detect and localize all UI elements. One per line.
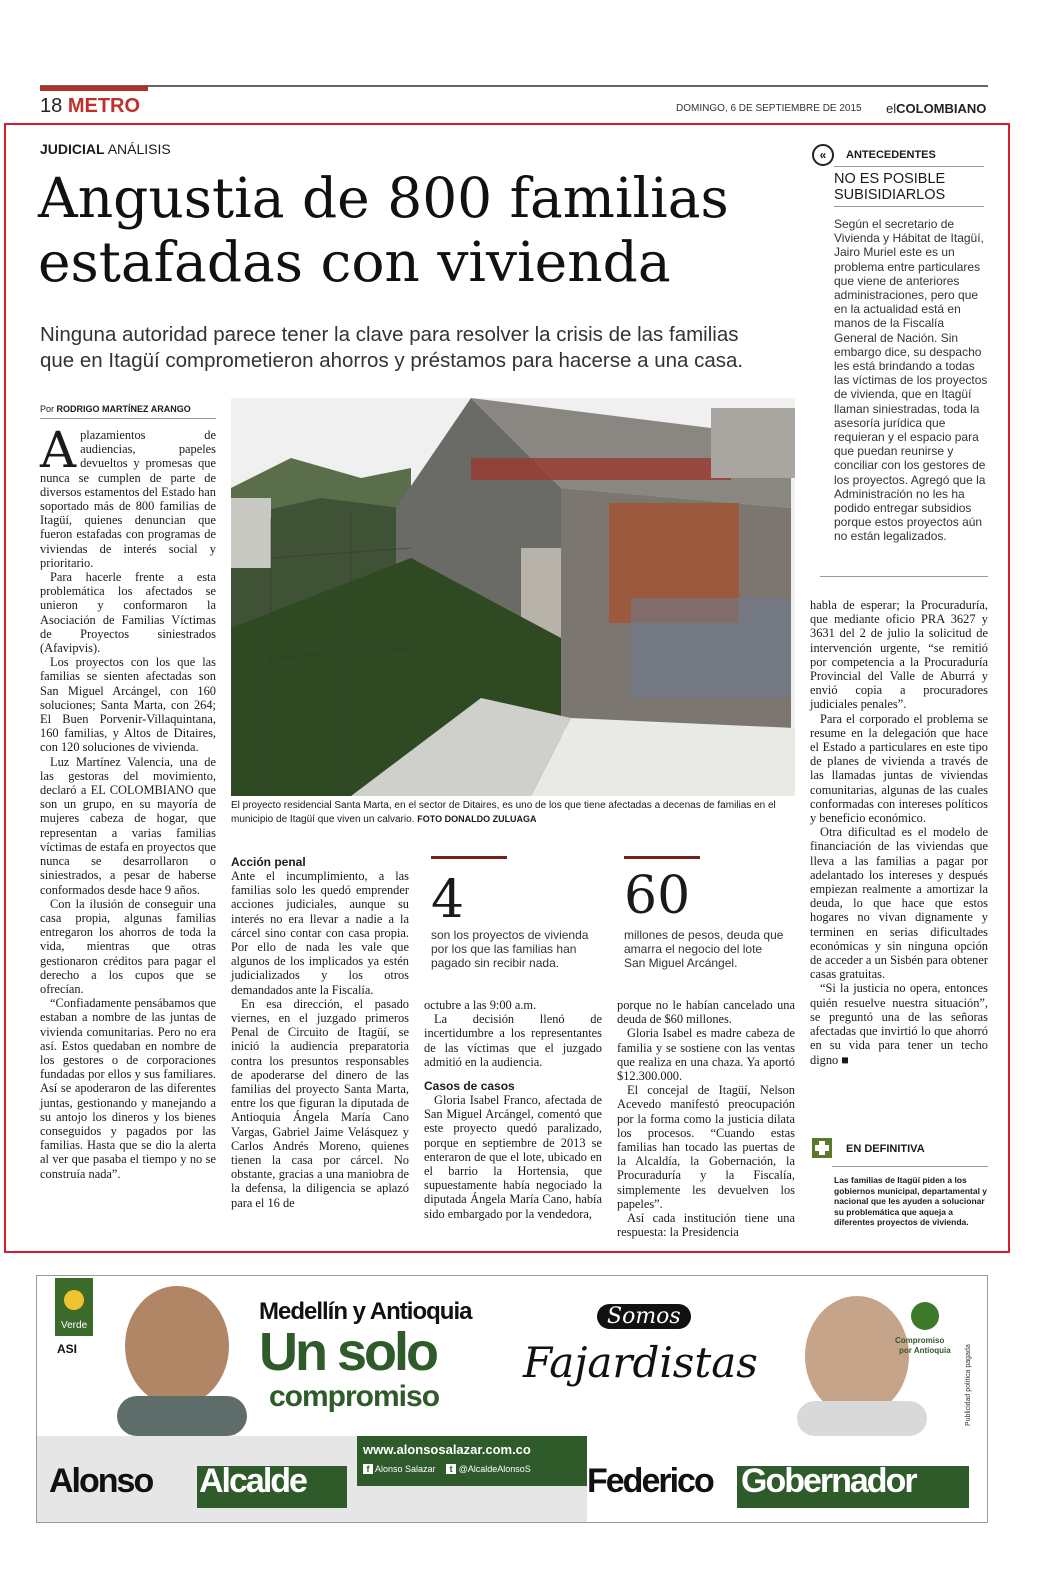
article-kicker (40, 141, 171, 157)
column-4 (617, 998, 795, 1239)
stat-number: 60 (624, 866, 691, 926)
paragraph: Ante el incumplimiento, a las familias solo les quedó emprender acciones judiciales, aunque su interés no era llevar a nadie a la cárcel sino contar con casa propia. Por ello de nada les vale que algunos de los implicados ya estén judicializados y los otros demandados ante la Fiscalía. (231, 869, 409, 997)
column-2 (231, 855, 409, 1210)
stat-rule (431, 856, 507, 859)
paragraph: La decisión llenó de incertidumbre a los representantes de las víctimas que el juzgado admitió en la audiencia. (424, 1012, 602, 1069)
ad-paid-notice: Publicidad política pagada (965, 1344, 972, 1426)
sidebar-text: Según el secretario de Vivienda y Hábitat de Itagüí, Jairo Muriel este es un problema entre particulares que viene de anteriores administraciones, pero que en la actualidad está en manos de la Fiscalía General de Nación. Sin embargo dice, su despacho les está brindando a todas las víctimas de los proyectos de vivienda, que en Itagüí llaman siniestradas, toda la asesoría jurídica que requieran y el espacio para que puedan reunirse y conciliar con los gestores de los proyectos. Agregó que la Administración no les ha podido entregar subsidios porque estos proyectos aún no están legalizados. (834, 217, 988, 544)
chevron-left-icon: « (812, 144, 834, 166)
twitter-icon: t (446, 1464, 456, 1474)
ad-commit-1: Compromiso (895, 1336, 945, 1345)
paragraph: Luz Martínez Valencia, una de las gestoras del movimiento, declaró a EL COLOMBIANO que son un grupo, en su mayoría de mujeres cabeza de hogar, que representan a varias familias víctimas de estafa en proyectos que nunca se desarrollaron o siniestrados, a pesar de haberse conformados desde hace 9 años. (40, 754, 216, 897)
kicker-section: JUDICIAL (40, 141, 105, 157)
ad-candidate-2-office: Gobernador (741, 1462, 916, 1500)
political-advertisement (36, 1275, 988, 1523)
ad-candidate-1-office: Alcalde (199, 1462, 306, 1500)
photo-credit: FOTO DONALDO ZULUAGA (417, 813, 537, 824)
headline (38, 166, 798, 294)
caption-text: El proyecto residencial Santa Marta, en el sector de Ditaires, es uno de los que tiene afectadas a decenas de familias en el municipio de Itagüí que viven un calvario. (231, 800, 776, 825)
paragraph (40, 421, 216, 570)
ad-party2-label: ASI (57, 1342, 78, 1356)
abandoned-building-illustration (231, 398, 795, 796)
headline-line-1: Angustia de 800 familias (38, 166, 729, 230)
byline-author: RODRIGO MARTÍNEZ ARANGO (56, 404, 191, 414)
paragraph: porque no le habían cancelado una deuda de $60 millones. (617, 998, 795, 1027)
ad-commit-2: por Antioquia (899, 1346, 951, 1355)
sidebar-subtitle-line-2: SUBISIDIARLOS (834, 187, 946, 203)
ad-headline-1: Medellín y Antioquia (259, 1298, 472, 1325)
paragraph: Para el corporado el problema se resume en la delegación que hace el Estado a particulares en este tipo de planes de vivienda a través de las llamadas juntas de viviendas comunitarias, algunas de las cuales conformadas con intereses políticos y beneficio económico. (810, 711, 988, 826)
paragraph: Los proyectos con los que las familias se sienten afectadas son San Miguel Arcángel, con 160 soluciones; Santa Marta, con 264; El Buen Porvenir-Villaquintana, 160 familias, y Altos de Ditaires, con 120 soluciones de vivienda. (40, 655, 216, 755)
brand-prefix: el (886, 101, 897, 116)
paragraph: Gloria Isabel Franco, afectada de San Miguel Arcángel, comentó que este proyecto quedó paralizado, porque en septiembre de 2013 se enteraron de que el lote, ubicado en el barrio la Hortensia, que supuestamente había negociado la diputada Ángela María Cano, había sido embargado por la vendedora, (424, 1093, 602, 1221)
ad-party-label: Verde (61, 1320, 88, 1331)
dek-line-2: que en Itagüí comprometieron ahorros y préstamos para hacerse a una casa. (40, 349, 744, 372)
paragraph-text: plazamientos de audiencias, papeles devueltos y promesas que nunca se cumplen de parte de diversos estamentos del Estado han soportado más de 800 familias de Itagüí, quienes denuncian que fueron estafadas con programas de viviendas de interés social y prioritario. (40, 428, 216, 570)
drop-cap: A (40, 421, 77, 479)
byline-prefix: Por (40, 404, 55, 414)
ad-candidate-1-name: Alonso (49, 1462, 153, 1500)
sidebar-subtitle-line-1: NO ES POSIBLE (834, 171, 946, 187)
stat-rule (624, 856, 700, 859)
photo-caption (231, 800, 795, 826)
subheading-casos: Casos de casos (424, 1079, 515, 1094)
sidebar-bottom-rule (820, 576, 988, 577)
summary-icon (812, 1138, 832, 1158)
ad-candidate-2-name: Federico (587, 1462, 713, 1500)
page-number: 18 (40, 95, 63, 117)
sidebar-subtitle (834, 171, 945, 203)
stat-text: son los proyectos de vivienda por los que las familias han pagado sin recibir nada. (431, 928, 589, 970)
page-header (40, 95, 140, 118)
summary-title: EN DEFINITIVA (846, 1143, 925, 1155)
header-accent (40, 86, 148, 91)
headline-line-2: estafadas con vivienda (38, 230, 671, 294)
section-name: METRO (67, 95, 141, 117)
ad-twitter[interactable]: @AlcaldeAlonsoS (458, 1464, 531, 1474)
ad-headline-3: compromiso (269, 1380, 440, 1413)
article-photo (231, 398, 795, 796)
column-5 (810, 598, 988, 1067)
paragraph: El concejal de Itagüí, Nelson Acevedo manifestó preocupación por la forma como la justicia dilata los procesos. “Cuando estas familias han tocado las puertas de la Alcaldía, la Gobernación, la Procuraduría y la Fiscalía, simplemente les devuelven los papeles”. (617, 1083, 795, 1211)
dek-line-1: Ninguna autoridad parece tener la clave para resolver la crisis de las familias (40, 323, 739, 346)
paragraph: En esa dirección, el pasado viernes, en el juzgado primeros Penal de Circuito de Itagüí, se inició la audiencia preparatoria contra los presuntos responsables de apoderarse del dinero de las familias del proyecto Santa Marta, entre los que figuran la diputada de Antioquia Ángela María Cano Vargas, Gabriel Jaime Velásquez y Carlos Andrés Moreno, quienes tienen la casa por cárcel. No obstante, gracias a una maniobra de la defensa, la diligencia se aplazó para el 16 de (231, 996, 409, 1210)
paragraph: Gloria Isabel es madre cabeza de familia y se sostiene con las ventas que realiza en una chaza. Ya aportó $12.300.000. (617, 1026, 795, 1084)
stat-text: millones de pesos, deuda que amarra el negocio del lote San Miguel Arcángel. (624, 928, 784, 970)
facebook-icon: f (363, 1464, 373, 1474)
sidebar-rule (834, 166, 984, 167)
article-dek (40, 322, 800, 374)
subheading-accion-penal: Acción penal (231, 855, 306, 869)
ad-fajardistas: Fajardistas (523, 1338, 758, 1387)
byline (40, 404, 191, 414)
column-3 (424, 998, 602, 1221)
ad-social (363, 1464, 531, 1474)
paragraph: “Confiadamente pensábamos que estaban a nombre de las juntas de vivienda comunitarias. Pero no era así. Estos quedaban en nombre de los gestores o de corporaciones fundadas por ellos y sus familiares. Así se apoderaron de las diferentes juntas, gestionando y manejando a su antojo los dineros y los bienes conseguidos y pagados por las familias. Hasta que se dio la alerta al ver que pasaba el tiempo y no se construía nada”. (40, 996, 216, 1181)
brand-name: COLOMBIANO (896, 101, 987, 116)
paragraph: Para hacerle frente a esta problemática los afectados se unieron y conformaron la Asociación de Familias Víctimas de Proyectos siniestrados (Afavipvis). (40, 570, 216, 656)
paragraph: Otra dificultad es el modelo de financiación de las viviendas que lleva a las familias a pagar por adelantado los intereses y después empiezan realmente a amortizar la deuda, lo que hace que estos hogares no vivan dignamente y terminen en serias dificultades económicas y sin ninguna opción de acceder a un Sisbén para obtener casas gratuitas. (810, 825, 988, 982)
sidebar-title: ANTECEDENTES (846, 149, 936, 161)
ad-headline-2: Un solo (259, 1322, 436, 1382)
stat-number: 4 (431, 870, 465, 930)
ad-url[interactable]: www.alonsosalazar.com.co (363, 1442, 531, 1457)
issue-date: DOMINGO, 6 DE SEPTIEMBRE DE 2015 (676, 103, 862, 114)
ad-facebook[interactable]: Alonso Salazar (375, 1464, 436, 1474)
newspaper-brand (886, 101, 986, 116)
paragraph: “Si la justicia no opera, entonces quién resuelve nuestra situación”, se preguntó una de las señoras afectadas que invirtió lo que ahorró en su vida para tener un techo digno ■ (810, 981, 988, 1067)
summary-text: Las familias de Itagüí piden a los gobiernos municipal, departamental y nacional que les ayuden a solucionar su problemática que aqueja a diferentes proyectos de vivienda. (834, 1175, 988, 1227)
paragraph: octubre a las 9:00 a.m. (424, 998, 537, 1012)
byline-rule (40, 418, 216, 419)
paragraph: Con la ilusión de conseguir una casa propia, algunas familias entregaron los ahorros de toda la vida, mientras que otras gestionaron créditos para pagar el derecho a los cupos que se ofrecían. (40, 896, 216, 996)
sidebar-rule (834, 206, 984, 207)
paragraph: habla de esperar; la Procuraduría, que mediante oficio PRA 3627 y 3631 del 2 de julio la solicitud de intervención urgente, “se remitió por competencia a la Procuraduría Provincial del Valle de Aburrá y envió copia a procuradores judiciales penales”. (810, 598, 988, 712)
summary-rule (832, 1166, 988, 1167)
column-1 (40, 421, 216, 1181)
paragraph: Así cada institución tiene una respuesta: la Presidencia (617, 1211, 795, 1240)
kicker-type: ANÁLISIS (107, 141, 171, 157)
ad-somos: Somos (597, 1304, 691, 1329)
header-rule (40, 85, 988, 87)
